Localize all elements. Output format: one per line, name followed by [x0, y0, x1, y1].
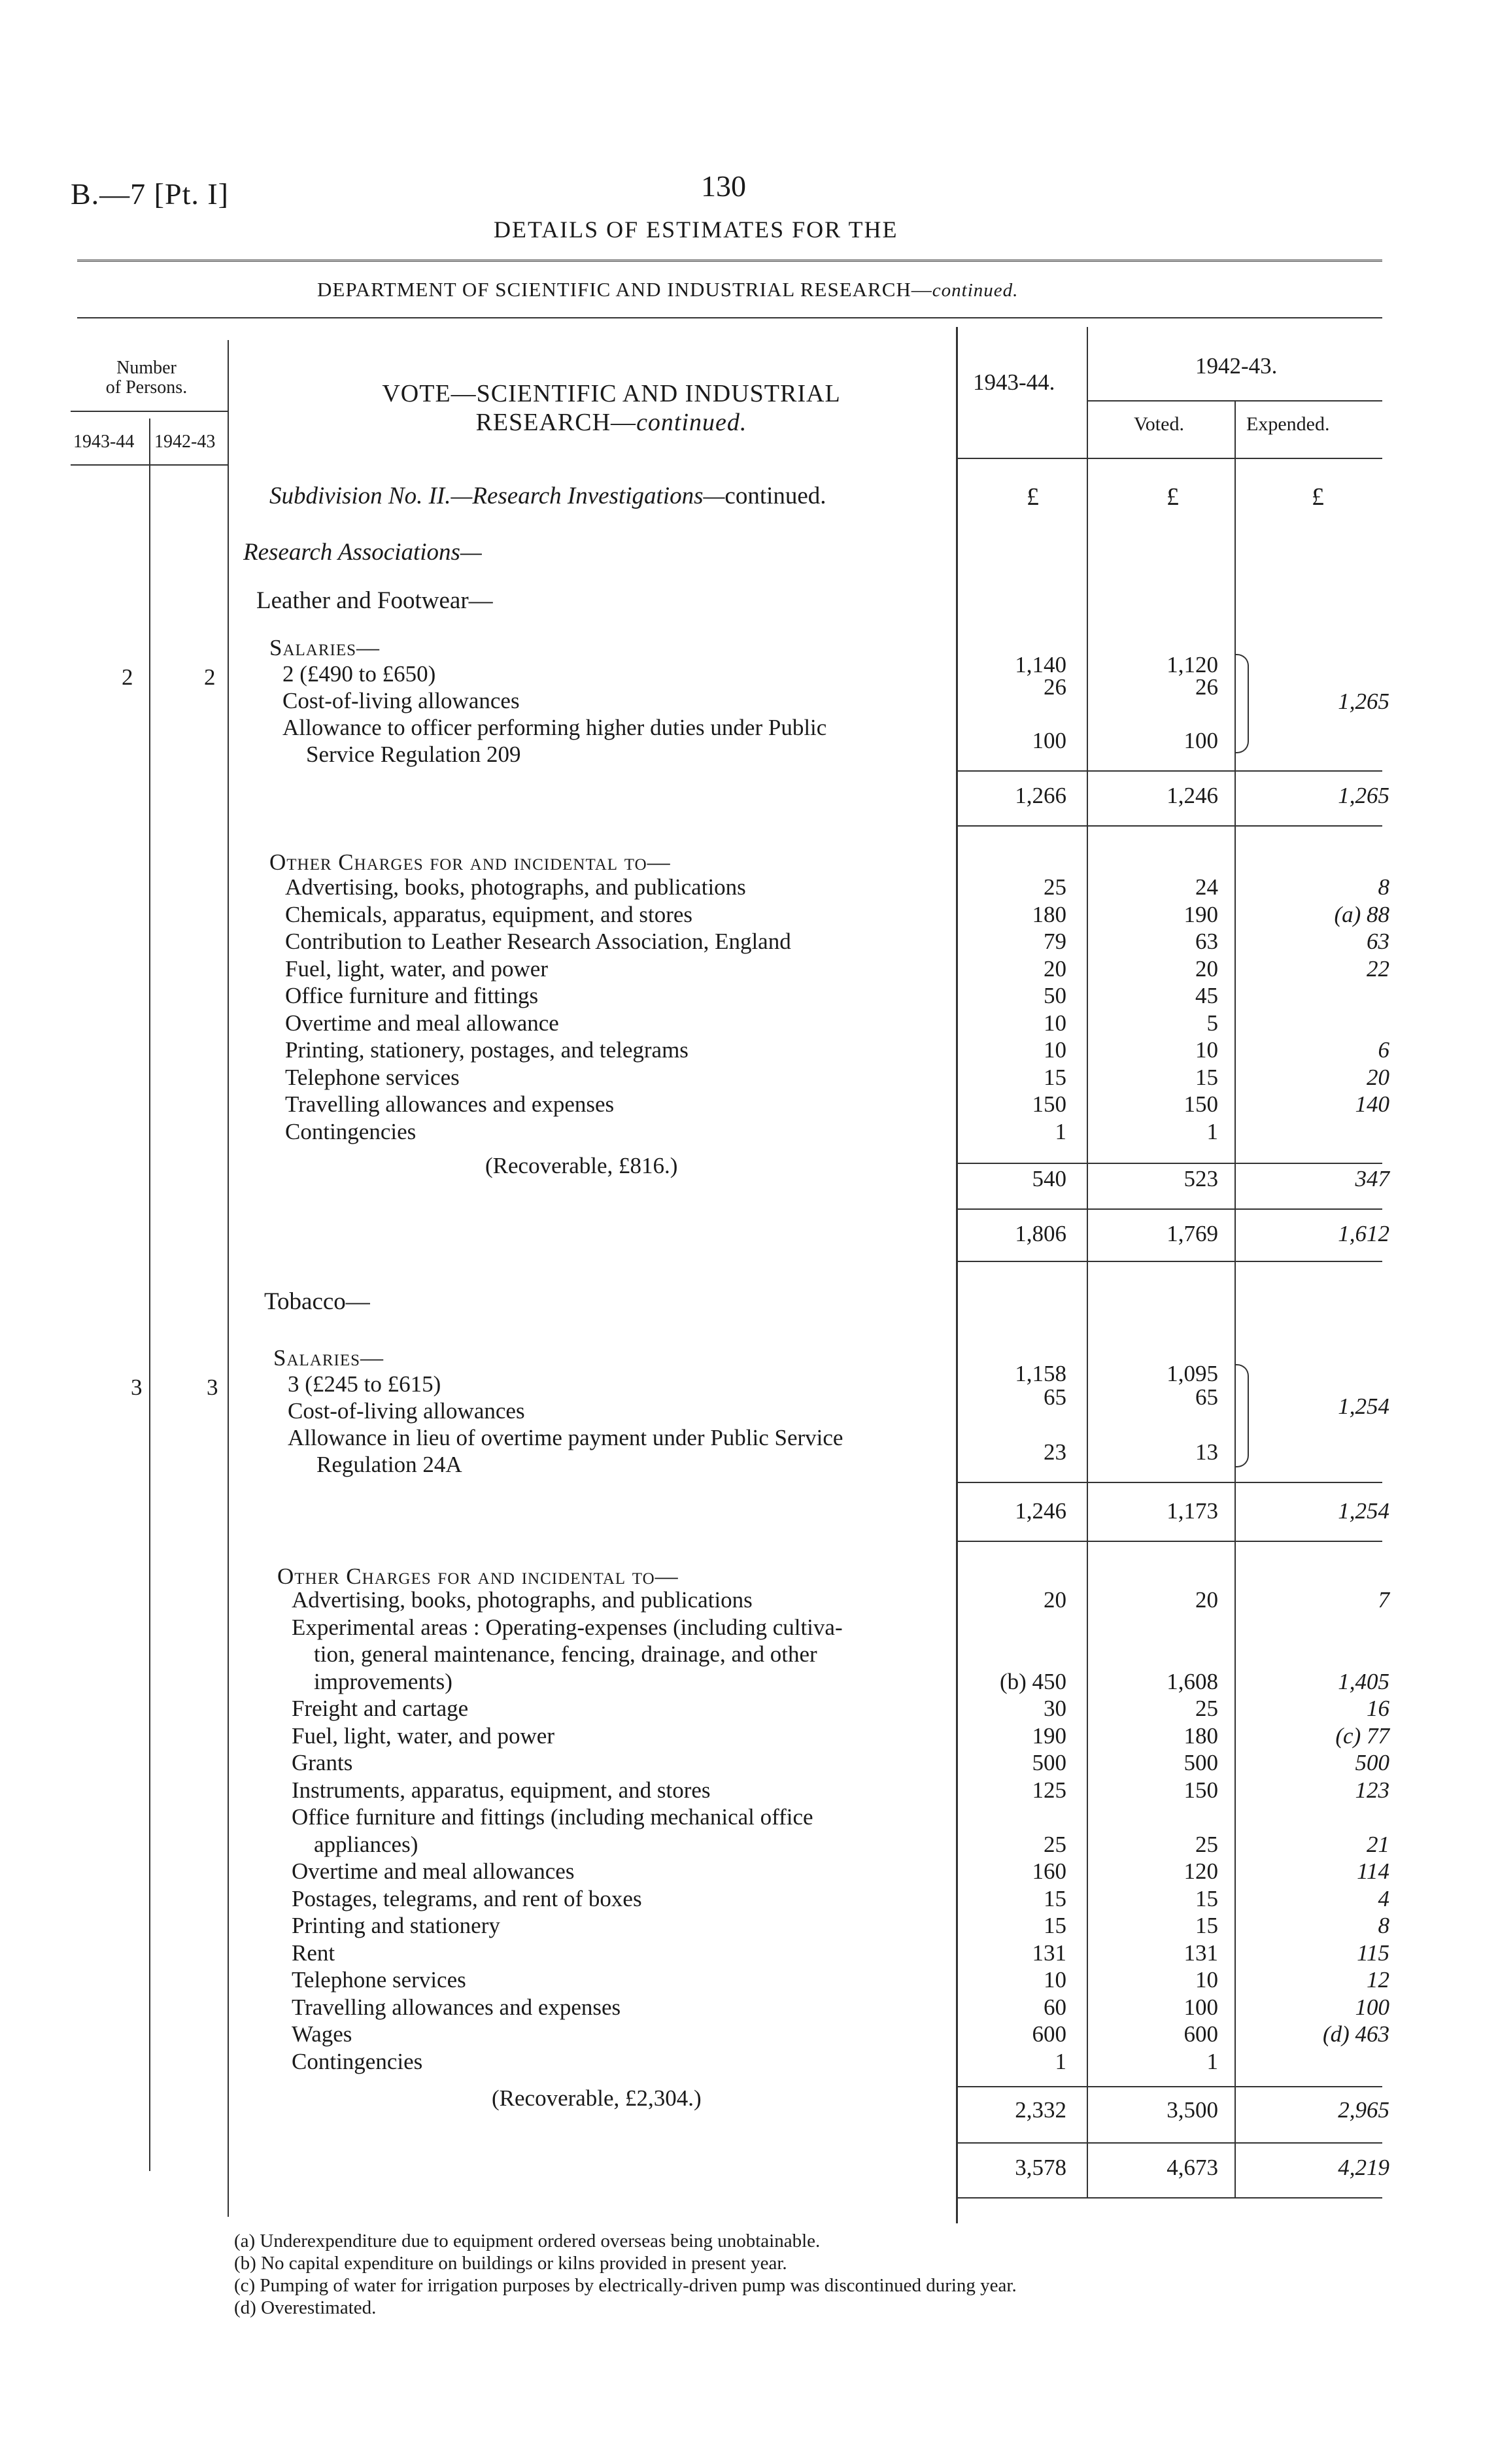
footnote: (c) Pumping of water for irrigation purposes by electrically-driven pump was discontinued during year. [234, 2275, 1017, 2296]
leather-other-item-expended: 140 [1355, 1091, 1389, 1117]
leather-salary-voted: 100 [1183, 728, 1218, 753]
footnote: (d) Overestimated. [234, 2297, 377, 2318]
tobacco-other-item-v1943: 1 [1055, 2048, 1066, 2074]
leather-salary-expended: 1,265 [1338, 689, 1389, 714]
tobacco-other-item-voted: 180 [1183, 1722, 1218, 1749]
tobacco-other-item-voted: 10 [1195, 1967, 1218, 1993]
page-title: DETAILS OF ESTIMATES FOR THE [494, 216, 898, 243]
tobacco-other-item-expended: 12 [1367, 1967, 1389, 1993]
tobacco-other-item-voted: 600 [1183, 2021, 1218, 2047]
tobacco-grand-rule [956, 2142, 1382, 2144]
leather-other-heading: Other Charges for and incidental to— [269, 849, 671, 875]
leather-other-item-v1943: 1 [1055, 1118, 1066, 1144]
leather-salary-1943: 100 [1032, 728, 1066, 753]
department-rule [77, 317, 1382, 318]
leather-other-item-v1943: 180 [1032, 901, 1066, 927]
tobacco-other-item-voted: 15 [1195, 1913, 1218, 1938]
tobacco-other-item-v1943: 15 [1044, 1885, 1066, 1911]
tobacco-salaries-total-rule [956, 1541, 1382, 1542]
tobacco-other-item-expended: (c) 77 [1335, 1722, 1389, 1749]
tobacco-other-total-1943: 2,332 [1015, 2097, 1066, 2123]
tobacco-salaries-rule [956, 1482, 1382, 1483]
leather-other-item-voted: 15 [1195, 1064, 1218, 1090]
tobacco-other-total-expended: 2,965 [1338, 2097, 1389, 2123]
tobacco-other-item-expended: 123 [1355, 1777, 1389, 1803]
tobacco-other-item-label: Printing and stationery [292, 1913, 500, 1938]
leather-other-item-expended: 22 [1367, 955, 1389, 982]
leather-other-total-voted: 523 [1183, 1166, 1218, 1191]
tobacco-salary-line: Regulation 24A [316, 1452, 462, 1477]
leather-other-total-expended: 347 [1355, 1166, 1389, 1191]
tobacco-other-item-v1943: 600 [1032, 2021, 1066, 2047]
tobacco-other-item-label: Contingencies [292, 2048, 423, 2074]
leather-salary-voted: 26 [1195, 674, 1218, 700]
tobacco-salary-brace [1234, 1364, 1249, 1467]
leather-other-total-1943: 540 [1032, 1166, 1066, 1191]
footnote: (b) No capital expenditure on buildings or kilns provided in present year. [234, 2253, 787, 2274]
persons-year-1943: 1943-44 [73, 432, 135, 452]
leather-other-item-voted: 45 [1195, 983, 1218, 1008]
leather-other-item-voted: 20 [1195, 955, 1218, 982]
leather-other-item-expended: (a) 88 [1334, 901, 1389, 927]
tobacco-heading: Tobacco— [264, 1288, 370, 1315]
tobacco-other-item-expended: 16 [1367, 1696, 1389, 1721]
tobacco-other-item-label: Overtime and meal allowances [292, 1858, 575, 1884]
tobacco-other-item-voted: 500 [1183, 1750, 1218, 1775]
tobacco-other-item-label: improvements) [314, 1668, 452, 1694]
tobacco-salary-voted: 13 [1195, 1439, 1218, 1465]
leather-other-item-v1943: 79 [1044, 929, 1066, 954]
col-expended-header: Expended. [1246, 413, 1330, 435]
tobacco-other-item-v1943: 20 [1044, 1587, 1066, 1613]
tobacco-salary-line: 3 (£245 to £615) [288, 1371, 441, 1397]
leather-salaries-total-1943: 1,266 [1015, 783, 1066, 808]
department-heading: DEPARTMENT OF SCIENTIFIC AND INDUSTRIAL RESEARCH—continued. [317, 278, 1019, 301]
tobacco-salary-voted: 65 [1195, 1384, 1218, 1410]
leather-other-item-label: Telephone services [285, 1064, 460, 1090]
leather-salary-line: Allowance to officer performing higher duties under Public [282, 715, 827, 740]
leather-grand-total-voted: 1,769 [1166, 1221, 1218, 1246]
tobacco-other-item-v1943: 60 [1044, 1994, 1066, 2020]
tobacco-salary-line: Allowance in lieu of overtime payment under Public Service [288, 1425, 843, 1450]
leather-other-item-label: Overtime and meal allowance [285, 1010, 559, 1036]
research-associations-heading: Research Associations— [243, 539, 482, 566]
leather-other-item-label: Office furniture and fittings [285, 983, 539, 1008]
tobacco-other-item-voted: 1 [1206, 2048, 1218, 2074]
tobacco-other-item-label: Wages [292, 2021, 352, 2047]
tobacco-other-item-voted: 25 [1195, 1696, 1218, 1721]
leather-other-item-v1943: 50 [1044, 983, 1066, 1008]
tobacco-other-item-voted: 100 [1183, 1994, 1218, 2020]
tobacco-other-item-voted: 120 [1183, 1858, 1218, 1884]
tobacco-salaries-total-voted: 1,173 [1166, 1498, 1218, 1524]
tobacco-grand-bottom-rule [956, 2197, 1382, 2199]
tobacco-other-item-expended: 1,405 [1338, 1668, 1389, 1694]
tobacco-other-item-v1943: 190 [1032, 1722, 1066, 1749]
leather-other-item-v1943: 15 [1044, 1064, 1066, 1090]
tobacco-salary-line: Cost-of-living allowances [288, 1398, 525, 1424]
tobacco-other-heading: Other Charges for and incidental to— [277, 1564, 679, 1589]
tobacco-other-item-label: Grants [292, 1750, 353, 1775]
tobacco-other-item-expended: 7 [1378, 1587, 1389, 1613]
leather-other-item-label: Travelling allowances and expenses [285, 1091, 615, 1117]
col-header-rule [956, 458, 1382, 459]
leather-other-item-expended: 20 [1367, 1064, 1389, 1090]
rule-persons-right [228, 340, 229, 2217]
leather-heading: Leather and Footwear— [256, 587, 493, 614]
tobacco-salaries-heading: Salaries— [273, 1345, 384, 1371]
title-rule [77, 260, 1382, 262]
leather-grand-total-1943: 1,806 [1015, 1221, 1066, 1246]
leather-persons-1942: 2 [204, 664, 216, 690]
tobacco-other-item-voted: 25 [1195, 1831, 1218, 1857]
tobacco-other-item-label: Travelling allowances and expenses [292, 1994, 621, 2020]
tobacco-salary-1943: 23 [1044, 1439, 1066, 1465]
leather-grand-rule [956, 1208, 1382, 1210]
leather-salary-line: 2 (£490 to £650) [282, 661, 436, 687]
leather-other-item-v1943: 25 [1044, 874, 1066, 900]
tobacco-salary-1943: 65 [1044, 1384, 1066, 1410]
leather-salaries-rule [956, 770, 1382, 772]
tobacco-persons-1942: 3 [207, 1375, 218, 1400]
tobacco-other-item-label: Office furniture and fittings (including mechanical office [292, 1804, 813, 1830]
tobacco-other-item-v1943: 10 [1044, 1967, 1066, 1993]
tobacco-other-item-voted: 1,608 [1166, 1668, 1218, 1694]
leather-other-item-expended: 6 [1378, 1037, 1389, 1063]
tobacco-other-item-expended: 115 [1357, 1940, 1389, 1966]
leather-other-item-label: Contingencies [285, 1118, 417, 1144]
tobacco-other-item-v1943: 500 [1032, 1750, 1066, 1775]
tobacco-other-item-expended: 8 [1378, 1913, 1389, 1938]
tobacco-other-item-expended: 100 [1355, 1994, 1389, 2020]
leather-salaries-total-rule [956, 825, 1382, 827]
pound-1943: £ [1027, 483, 1039, 511]
col-1943-header: 1943-44. [973, 369, 1055, 395]
rule-desc-right [956, 327, 958, 2223]
tobacco-other-item-label: Postages, telegrams, and rent of boxes [292, 1885, 642, 1911]
leather-salary-brace [1234, 654, 1249, 753]
tobacco-other-item-expended: 21 [1367, 1831, 1389, 1857]
tobacco-other-item-expended: 4 [1378, 1885, 1389, 1911]
pound-expended: £ [1312, 483, 1324, 511]
leather-other-item-voted: 63 [1195, 929, 1218, 954]
tobacco-other-item-expended: (d) 463 [1322, 2021, 1389, 2047]
leather-other-item-voted: 190 [1183, 901, 1218, 927]
tobacco-salaries-total-1943: 1,246 [1015, 1498, 1066, 1524]
tobacco-other-item-v1943: 30 [1044, 1696, 1066, 1721]
tobacco-salary-expended: 1,254 [1338, 1394, 1389, 1419]
rule-persons-split [149, 419, 150, 2171]
rule-1943-right [1087, 327, 1088, 2197]
tobacco-other-item-label: Freight and cartage [292, 1696, 469, 1721]
tobacco-other-item-voted: 150 [1183, 1777, 1218, 1803]
part-reference: B.—7 [Pt. I] [71, 177, 229, 211]
tobacco-salary-1943: 1,158 [1015, 1361, 1066, 1386]
tobacco-other-item-v1943: 25 [1044, 1831, 1066, 1857]
leather-other-item-v1943: 10 [1044, 1037, 1066, 1063]
leather-salary-line: Cost-of-living allowances [282, 688, 520, 713]
leather-other-item-voted: 24 [1195, 874, 1218, 900]
tobacco-grand-total-voted: 4,673 [1166, 2155, 1218, 2180]
leather-other-item-voted: 5 [1206, 1010, 1218, 1036]
subdivision-heading: Subdivision No. II.—Research Investigations—continued. [269, 483, 826, 509]
leather-salary-1943: 26 [1044, 674, 1066, 700]
leather-persons-1943: 2 [122, 664, 133, 690]
col-1942-header: 1942-43. [1195, 353, 1278, 379]
tobacco-other-item-v1943: (b) 450 [999, 1668, 1066, 1694]
tobacco-other-item-expended: 500 [1355, 1750, 1389, 1775]
persons-year-1942: 1942-43 [154, 432, 216, 452]
leather-other-item-voted: 150 [1183, 1091, 1218, 1117]
tobacco-salaries-total-expended: 1,254 [1338, 1498, 1389, 1524]
tobacco-other-item-label: Telephone services [292, 1967, 466, 1993]
tobacco-other-item-v1943: 160 [1032, 1858, 1066, 1884]
tobacco-other-rule [956, 2086, 1382, 2087]
tobacco-grand-total-expended: 4,219 [1338, 2155, 1389, 2180]
tobacco-other-item-label: tion, general maintenance, fencing, drainage, and other [314, 1641, 817, 1667]
leather-salaries-total-voted: 1,246 [1166, 783, 1218, 808]
tobacco-other-item-label: Advertising, books, photographs, and publications [292, 1587, 753, 1613]
col-voted-header: Voted. [1134, 413, 1184, 435]
tobacco-other-item-label: Experimental areas : Operating-expenses (including cultiva- [292, 1614, 843, 1640]
tobacco-grand-total-1943: 3,578 [1015, 2155, 1066, 2180]
leather-other-item-v1943: 150 [1032, 1091, 1066, 1117]
leather-other-item-label: Chemicals, apparatus, equipment, and stores [285, 901, 693, 927]
leather-other-item-expended: 63 [1367, 929, 1389, 954]
persons-header-rule [71, 411, 228, 412]
tobacco-other-item-label: Fuel, light, water, and power [292, 1722, 554, 1749]
leather-salaries-total-expended: 1,265 [1338, 783, 1389, 808]
leather-other-rule [956, 1163, 1382, 1164]
tobacco-other-total-voted: 3,500 [1166, 2097, 1218, 2123]
tobacco-other-item-v1943: 15 [1044, 1913, 1066, 1938]
persons-header: Number of Persons. [105, 358, 188, 398]
tobacco-other-item-label: appliances) [314, 1831, 418, 1857]
leather-other-item-label: Fuel, light, water, and power [285, 955, 548, 982]
leather-other-item-expended: 8 [1378, 874, 1389, 900]
leather-salaries-heading: Salaries— [269, 635, 381, 660]
tobacco-other-item-label: Instruments, apparatus, equipment, and stores [292, 1777, 711, 1803]
tobacco-recoverable: (Recoverable, £2,304.) [492, 2085, 702, 2111]
tobacco-other-item-label: Rent [292, 1940, 335, 1966]
leather-other-item-voted: 1 [1206, 1118, 1218, 1144]
leather-recoverable: (Recoverable, £816.) [485, 1153, 678, 1178]
leather-other-item-label: Advertising, books, photographs, and publications [285, 874, 746, 900]
page-number: 130 [701, 169, 746, 203]
leather-salary-1943: 1,140 [1015, 652, 1066, 677]
tobacco-salary-voted: 1,095 [1166, 1361, 1218, 1386]
tobacco-other-item-v1943: 125 [1032, 1777, 1066, 1803]
footnote: (a) Underexpenditure due to equipment ordered overseas being unobtainable. [234, 2231, 821, 2251]
vote-heading: VOTE—SCIENTIFIC AND INDUSTRIAL RESEARCH—continued. [382, 380, 841, 436]
tobacco-other-item-voted: 20 [1195, 1587, 1218, 1613]
tobacco-other-item-voted: 131 [1183, 1940, 1218, 1966]
tobacco-persons-1943: 3 [131, 1375, 143, 1400]
tobacco-other-item-expended: 114 [1357, 1858, 1389, 1884]
leather-other-item-label: Contribution to Leather Research Association, England [285, 929, 791, 954]
leather-other-item-v1943: 20 [1044, 955, 1066, 982]
pound-voted: £ [1166, 483, 1179, 511]
leather-grand-bottom-rule [956, 1261, 1382, 1262]
leather-salary-voted: 1,120 [1166, 652, 1218, 677]
leather-other-item-v1943: 10 [1044, 1010, 1066, 1036]
leather-other-item-voted: 10 [1195, 1037, 1218, 1063]
tobacco-other-item-voted: 15 [1195, 1885, 1218, 1911]
leather-salary-line: Service Regulation 209 [306, 742, 521, 767]
leather-grand-total-expended: 1,612 [1338, 1221, 1389, 1246]
tobacco-other-item-v1943: 131 [1032, 1940, 1066, 1966]
leather-other-item-label: Printing, stationery, postages, and telegrams [285, 1037, 689, 1063]
